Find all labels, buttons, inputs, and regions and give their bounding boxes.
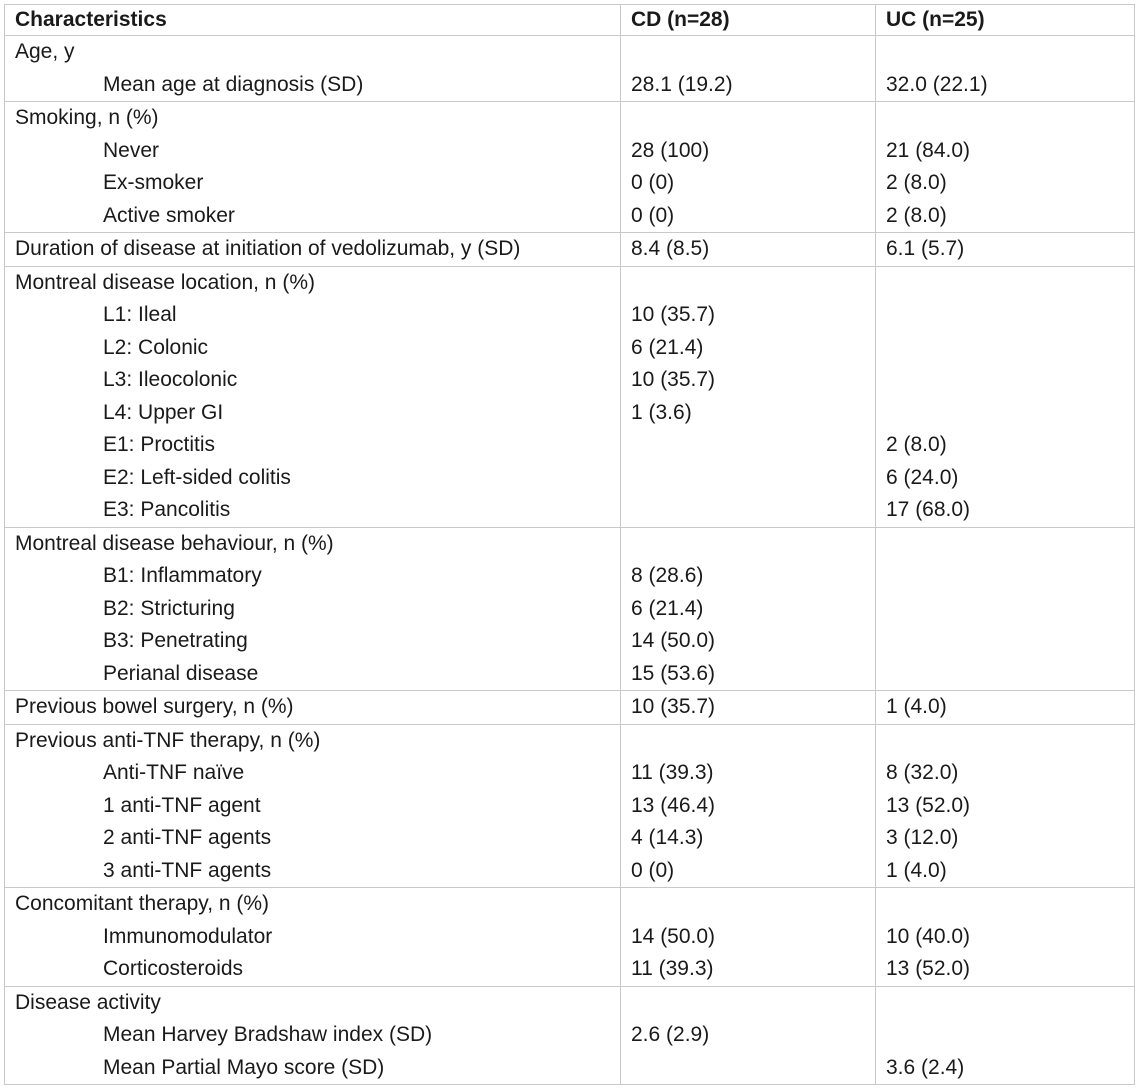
item-value: 32.0 (22.1) — [886, 72, 988, 96]
item-value: 2 (8.0) — [886, 433, 947, 456]
group-label: Previous bowel surgery, n (%) — [15, 695, 294, 718]
group-label: Previous anti-TNF therapy, n (%) — [15, 728, 321, 752]
item-value: 13 (52.0) — [886, 793, 971, 817]
item-label: Immunomodulator — [103, 924, 273, 948]
group-value — [631, 528, 865, 561]
item-value: 0 (0) — [631, 858, 675, 882]
characteristic-cell — [5, 266, 621, 527]
table-row — [5, 527, 1135, 691]
item-value: 15 (53.6) — [631, 661, 716, 685]
cd-cell — [621, 102, 876, 233]
group-value — [886, 725, 1124, 758]
cd-cell — [621, 266, 876, 527]
item-value — [886, 560, 1124, 593]
item-value — [631, 494, 865, 527]
item-value: 11 (39.3) — [631, 957, 714, 980]
table-row — [5, 266, 1135, 527]
table-row — [5, 102, 1135, 233]
characteristics-table — [4, 4, 1135, 1085]
item-label: 2 anti-TNF agents — [103, 826, 272, 849]
item-label: L3: Ileocolonic — [103, 368, 238, 391]
item-label: L4: Upper GI — [103, 400, 224, 424]
table-row — [5, 233, 1135, 267]
group-value — [886, 987, 1124, 1020]
item-value — [631, 429, 865, 462]
item-value: 3 (12.0) — [886, 826, 959, 849]
table-row — [5, 691, 1135, 725]
item-label: E1: Proctitis — [103, 433, 216, 456]
item-value — [886, 658, 1124, 691]
group-value: 1 (4.0) — [886, 695, 947, 718]
item-label: 3 anti-TNF agents — [103, 858, 272, 882]
group-value — [631, 102, 865, 135]
item-value: 6 (24.0) — [886, 465, 959, 489]
characteristic-cell — [5, 527, 621, 691]
cd-cell — [621, 986, 876, 1085]
item-value: 13 (46.4) — [631, 793, 716, 817]
group-value — [631, 36, 865, 69]
item-value — [886, 625, 1124, 658]
group-value — [886, 267, 1124, 300]
item-label: E2: Left-sided colitis — [103, 465, 291, 489]
item-value — [886, 364, 1124, 397]
item-value: 3.6 (2.4) — [886, 1055, 965, 1079]
characteristic-cell — [5, 986, 621, 1085]
characteristic-cell — [5, 888, 621, 987]
characteristic-cell — [5, 724, 621, 888]
item-value — [886, 299, 1124, 332]
item-label: B2: Stricturing — [103, 596, 235, 620]
item-label: Never — [103, 138, 160, 162]
uc-cell — [876, 986, 1135, 1085]
item-label: Mean age at diagnosis (SD) — [103, 72, 364, 96]
group-value — [886, 528, 1124, 561]
header-cd: CD (n=28) — [621, 5, 876, 36]
item-value: 6 (21.4) — [631, 596, 704, 620]
item-label: L2: Colonic — [103, 335, 209, 359]
item-value: 2 (8.0) — [886, 203, 947, 227]
item-label: L1: Ileal — [103, 303, 177, 326]
item-value — [886, 332, 1124, 365]
item-label: Mean Harvey Bradshaw index (SD) — [103, 1023, 433, 1046]
item-value: 10 (35.7) — [631, 368, 716, 391]
item-value: 14 (50.0) — [631, 629, 716, 652]
group-label: Age, y — [15, 40, 75, 63]
item-value: 8 (28.6) — [631, 564, 704, 587]
item-value: 0 (0) — [631, 203, 675, 227]
table-row — [5, 36, 1135, 102]
item-label: Anti-TNF naïve — [103, 761, 245, 784]
cd-cell — [621, 724, 876, 888]
item-value: 10 (40.0) — [886, 924, 971, 948]
item-label: Active smoker — [103, 203, 235, 227]
characteristic-cell — [5, 102, 621, 233]
uc-cell — [876, 724, 1135, 888]
cd-cell — [621, 36, 876, 102]
group-value: 10 (35.7) — [631, 695, 716, 718]
item-value: 1 (3.6) — [631, 400, 692, 424]
characteristic-cell — [5, 691, 621, 725]
item-value — [886, 1019, 1124, 1052]
group-label: Disease activity — [15, 990, 161, 1014]
header-uc: UC (n=25) — [876, 5, 1135, 36]
cd-cell — [621, 691, 876, 725]
group-value — [886, 102, 1124, 135]
item-label: B1: Inflammatory — [103, 564, 262, 587]
item-label: Perianal disease — [103, 661, 259, 685]
group-value — [631, 987, 865, 1020]
table-row — [5, 724, 1135, 888]
item-label: E3: Pancolitis — [103, 498, 231, 521]
item-label: Corticosteroids — [103, 957, 244, 980]
group-value: 8.4 (8.5) — [631, 237, 710, 260]
header-characteristics: Characteristics — [5, 5, 621, 36]
item-value: 21 (84.0) — [886, 138, 971, 162]
item-value: 4 (14.3) — [631, 826, 704, 849]
uc-cell — [876, 691, 1135, 725]
item-value — [631, 1052, 865, 1085]
uc-cell — [876, 36, 1135, 102]
item-value: 17 (68.0) — [886, 498, 971, 521]
group-label: Concomitant therapy, n (%) — [15, 892, 270, 915]
item-value: 11 (39.3) — [631, 761, 714, 784]
characteristic-cell — [5, 233, 621, 267]
header-row — [5, 5, 1135, 36]
table-body — [5, 36, 1135, 1085]
item-value: 10 (35.7) — [631, 303, 716, 326]
item-value — [631, 462, 865, 495]
item-label: B3: Penetrating — [103, 629, 248, 652]
item-value: 2 (8.0) — [886, 171, 947, 194]
cd-cell — [621, 888, 876, 987]
item-value: 14 (50.0) — [631, 924, 716, 948]
cd-cell — [621, 233, 876, 267]
item-value — [886, 397, 1124, 430]
group-value: 6.1 (5.7) — [886, 237, 965, 260]
item-value: 2.6 (2.9) — [631, 1023, 710, 1046]
group-value — [631, 267, 865, 300]
item-label: Ex-smoker — [103, 171, 204, 194]
group-value — [631, 888, 865, 921]
group-label: Smoking, n (%) — [15, 106, 159, 129]
item-value: 0 (0) — [631, 171, 675, 194]
item-label: 1 anti-TNF agent — [103, 793, 261, 817]
item-value: 6 (21.4) — [631, 335, 704, 359]
group-value — [886, 888, 1124, 921]
table-row — [5, 986, 1135, 1085]
uc-cell — [876, 102, 1135, 233]
table-row — [5, 888, 1135, 987]
item-value — [886, 593, 1124, 626]
group-label: Montreal disease behaviour, n (%) — [15, 531, 334, 555]
uc-cell — [876, 888, 1135, 987]
item-value: 8 (32.0) — [886, 761, 959, 784]
group-label: Duration of disease at initiation of vedolizumab, y (SD) — [15, 237, 521, 260]
item-value: 13 (52.0) — [886, 957, 971, 980]
uc-cell — [876, 266, 1135, 527]
group-value — [886, 36, 1124, 69]
cd-cell — [621, 527, 876, 691]
item-label: Mean Partial Mayo score (SD) — [103, 1055, 385, 1079]
item-value: 28 (100) — [631, 138, 710, 162]
uc-cell — [876, 527, 1135, 691]
item-value: 28.1 (19.2) — [631, 72, 733, 96]
item-value: 1 (4.0) — [886, 858, 947, 882]
characteristic-cell — [5, 36, 621, 102]
uc-cell — [876, 233, 1135, 267]
group-value — [631, 725, 865, 758]
group-label: Montreal disease location, n (%) — [15, 270, 315, 294]
